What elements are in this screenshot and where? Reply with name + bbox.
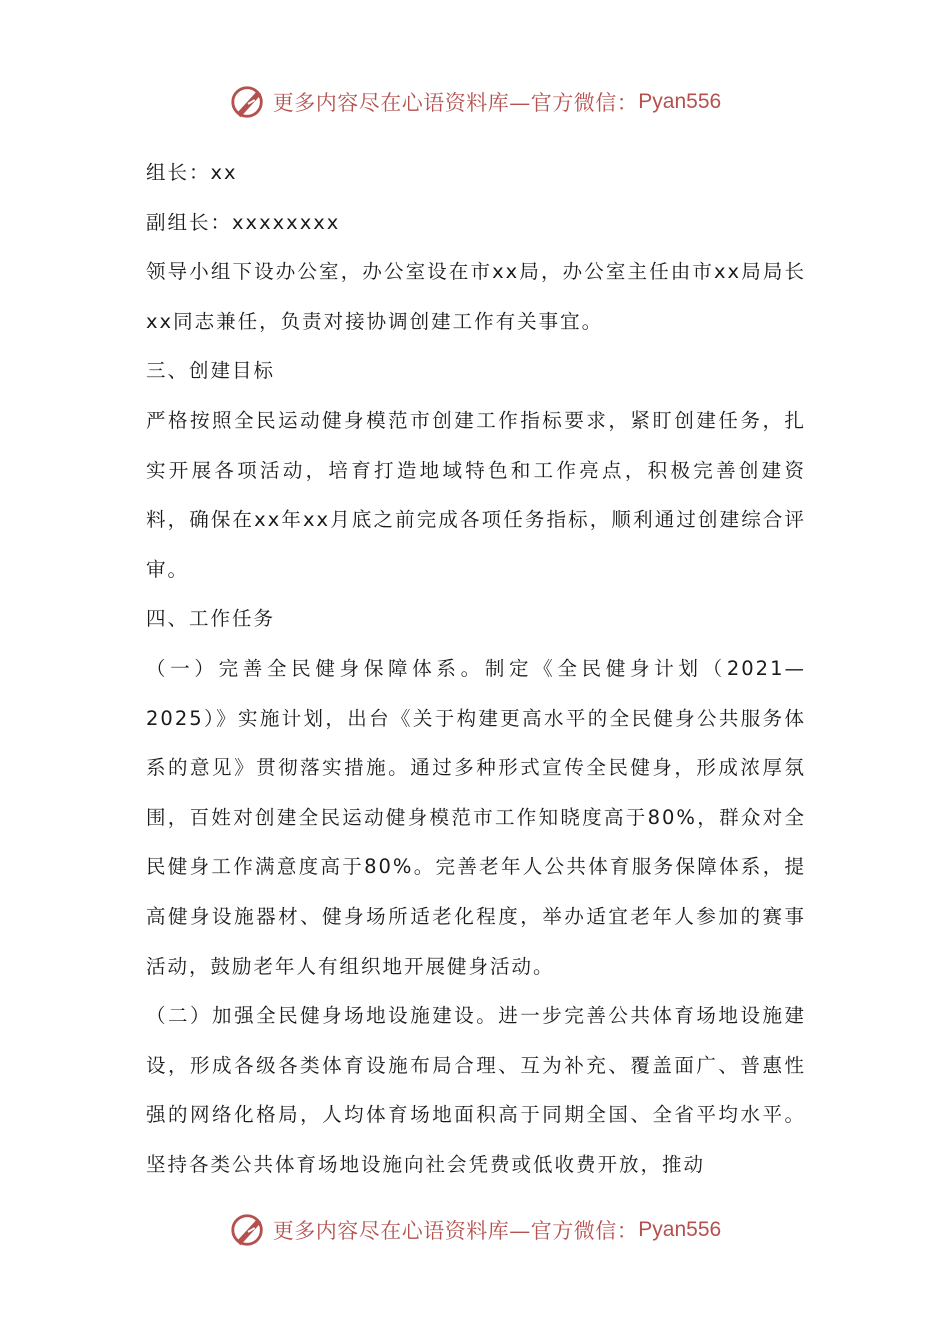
watermark-text: 更多内容尽在心语资料库—官方微信： [272, 91, 639, 115]
paragraph-task-2: （二）加强全民健身场地设施建设。进一步完善公共体育场地设施建设，形成各级各类体育设施布局合理、互为补充、覆盖面广、普惠性强的网络化格局，人均体育场地面积高于同期全国、全省平均水平。坚持各类公共体育场地设施向社会凭费或低收费开放，推动 [146, 1004, 806, 1176]
document-body [146, 148, 806, 1189]
watermark-wechat-id: Pyan556 [638, 1218, 722, 1241]
paragraph-goals: 严格按照全民运动健身模范市创建工作指标要求，紧盯创建任务，扎实开展各项活动，培育打造地域特色和工作亮点，积极完善创建资料，确保在xx年xx月底之前完成各项任务指标，顺利通过创建综合评审。 [146, 408, 806, 581]
watermark-wechat-id: Pyan556 [638, 90, 722, 113]
paragraph-deputy-leader: 副组长：xxxxxxxx [146, 210, 341, 234]
pen-logo-icon [229, 83, 267, 121]
pen-logo-icon [229, 1211, 267, 1249]
heading-goals: 三、创建目标 [146, 359, 276, 383]
paragraph-leader: 组长：xx [146, 161, 238, 184]
watermark-banner-top [0, 82, 950, 122]
watermark-text: 更多内容尽在心语资料库—官方微信： [272, 1219, 639, 1243]
paragraph-office: 领导小组下设办公室，办公室设在市xx局，办公室主任由市xx局局长xx同志兼任，负责对接协调创建工作有关事宜。 [146, 260, 806, 333]
paragraph-task-1: （一）完善全民健身保障体系。制定《全民健身计划（2021—2025）》实施计划，出台《关于构建更高水平的全民健身公共服务体系的意见》贯彻落实措施。通过多种形式宣传全民健身，形成浓厚氛围，百姓对创建全民运动健身模范市工作知晓度高于80%，群众对全民健身工作满意度高于80%。完善老年人公共体育服务保障体系，提高健身设施器材、健身场所适老化程度，举办适宜老年人参加的赛事活动，鼓励老年人有组织地开展健身活动。 [146, 656, 806, 978]
watermark-banner-bottom [0, 1210, 950, 1250]
heading-tasks: 四、工作任务 [146, 607, 276, 631]
